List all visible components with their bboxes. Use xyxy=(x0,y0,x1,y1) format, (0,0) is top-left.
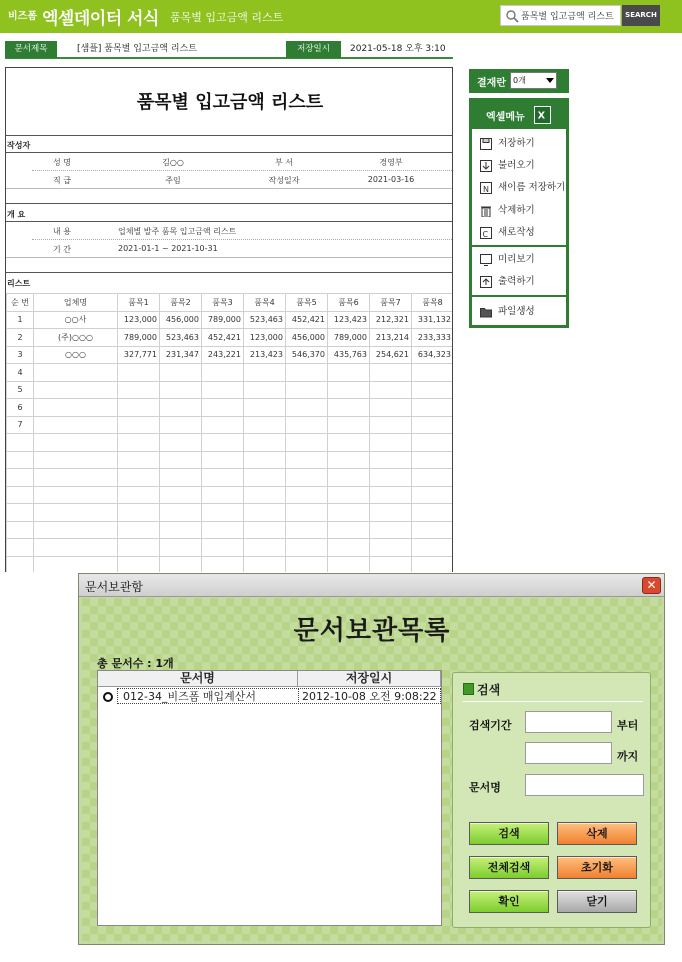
table-cell xyxy=(412,539,454,557)
table-header-cell: 품목6 xyxy=(328,294,370,312)
table-cell: 213,423 xyxy=(244,346,286,364)
table-cell: (주)○○○ xyxy=(34,329,118,347)
table-cell xyxy=(328,556,370,572)
docname-input[interactable] xyxy=(525,774,644,796)
table-cell xyxy=(118,486,160,504)
table-cell: 523,463 xyxy=(160,329,202,347)
period-label: 검색기간 xyxy=(469,719,512,732)
item-amount-table xyxy=(6,293,453,572)
table-cell xyxy=(286,399,328,417)
menu-print[interactable] xyxy=(478,272,566,292)
divider xyxy=(6,257,453,258)
table-cell xyxy=(244,399,286,417)
arrow-icon xyxy=(463,683,474,695)
table-cell xyxy=(412,364,454,382)
table-cell xyxy=(202,434,244,452)
table-cell xyxy=(118,381,160,399)
table-cell xyxy=(202,504,244,522)
save-as-icon xyxy=(480,182,492,194)
table-cell xyxy=(412,486,454,504)
table-cell xyxy=(160,451,202,469)
table-cell xyxy=(160,521,202,539)
table-cell xyxy=(412,556,454,572)
top-bar xyxy=(0,0,682,33)
table-cell xyxy=(370,416,412,434)
divider xyxy=(6,221,453,222)
rank-label: 직 급 xyxy=(53,176,71,185)
approval-count-select[interactable] xyxy=(510,72,557,89)
table-cell xyxy=(118,539,160,557)
table-cell xyxy=(328,364,370,382)
table-cell: 231,347 xyxy=(160,346,202,364)
table-cell xyxy=(370,469,412,487)
table-header-cell: 품목1 xyxy=(118,294,160,312)
delete-button[interactable]: 삭제 xyxy=(557,822,637,845)
table-cell xyxy=(412,504,454,522)
table-cell xyxy=(370,504,412,522)
table-cell: ○○사 xyxy=(34,311,118,329)
table-cell xyxy=(34,556,118,572)
list-item[interactable] xyxy=(98,688,441,705)
table-row xyxy=(7,521,454,539)
table-cell xyxy=(370,539,412,557)
table-cell xyxy=(244,556,286,572)
table-cell xyxy=(118,521,160,539)
table-cell xyxy=(328,399,370,417)
table-cell xyxy=(34,381,118,399)
dialog-title-bar[interactable] xyxy=(79,574,664,597)
document-info-bar xyxy=(5,41,453,59)
table-cell xyxy=(202,451,244,469)
saved-at-label: 저장일시 xyxy=(286,41,341,58)
table-cell: 233,333 xyxy=(412,329,454,347)
svg-text:N: N xyxy=(483,185,489,194)
table-cell: 456,000 xyxy=(160,311,202,329)
table-cell xyxy=(160,364,202,382)
page-subtitle: 품목별 입고금액 리스트 xyxy=(170,11,284,24)
search-panel-title-text: 검색 xyxy=(477,683,501,697)
table-header-cell: 품목3 xyxy=(202,294,244,312)
table-row xyxy=(7,381,454,399)
table-row xyxy=(7,311,454,329)
table-header-cell: 품목2 xyxy=(160,294,202,312)
table-cell xyxy=(286,469,328,487)
name-label: 성 명 xyxy=(53,158,71,167)
table-cell xyxy=(244,504,286,522)
table-cell xyxy=(328,521,370,539)
table-cell xyxy=(286,434,328,452)
load-icon xyxy=(480,160,492,172)
table-cell xyxy=(34,416,118,434)
table-header-cell: 업체명 xyxy=(34,294,118,312)
spreadsheet xyxy=(5,67,453,572)
table-cell xyxy=(328,504,370,522)
content-label: 내 용 xyxy=(53,227,71,236)
table-row xyxy=(7,416,454,434)
table-cell: 452,421 xyxy=(286,311,328,329)
table-cell xyxy=(286,556,328,572)
table-cell xyxy=(244,486,286,504)
table-cell: 4 xyxy=(7,364,34,382)
table-cell xyxy=(160,556,202,572)
table-cell xyxy=(7,434,34,452)
svg-text:C: C xyxy=(482,230,489,239)
table-cell xyxy=(34,434,118,452)
dept-value: 경영부 xyxy=(379,158,403,167)
table-cell xyxy=(202,399,244,417)
table-row xyxy=(7,539,454,557)
menu-load[interactable] xyxy=(478,156,566,176)
table-cell: 1 xyxy=(7,311,34,329)
table-cell: 452,421 xyxy=(202,329,244,347)
table-cell xyxy=(34,539,118,557)
table-cell xyxy=(244,451,286,469)
table-cell: 789,000 xyxy=(328,329,370,347)
divider xyxy=(6,203,453,204)
table-cell xyxy=(244,364,286,382)
approval-selector xyxy=(469,69,569,93)
folder-icon xyxy=(480,306,492,318)
table-cell: 327,771 xyxy=(118,346,160,364)
table-cell xyxy=(7,451,34,469)
excel-menu xyxy=(469,98,569,328)
dialog-heading: 문서보관목록 xyxy=(293,616,451,646)
divider xyxy=(472,245,566,247)
table-row xyxy=(7,556,454,572)
overview-section-label: 개 요 xyxy=(7,210,26,219)
name-value: 김○○ xyxy=(162,158,184,167)
table-cell xyxy=(118,434,160,452)
table-cell xyxy=(412,434,454,452)
table-cell xyxy=(370,381,412,399)
table-cell xyxy=(412,416,454,434)
table-cell xyxy=(160,434,202,452)
table-cell xyxy=(34,451,118,469)
approval-label: 결재란 xyxy=(477,78,506,89)
table-header-cell: 품목4 xyxy=(244,294,286,312)
table-cell xyxy=(370,399,412,417)
table-cell xyxy=(118,399,160,417)
table-cell xyxy=(370,364,412,382)
period-to-input[interactable] xyxy=(525,742,612,764)
menu-create-file-label: 파일생성 xyxy=(498,306,535,317)
menu-save[interactable] xyxy=(478,134,566,154)
table-cell xyxy=(118,469,160,487)
table-row xyxy=(7,486,454,504)
table-header-cell: 순 번 xyxy=(7,294,34,312)
divider xyxy=(6,152,453,153)
menu-delete-label: 삭제하기 xyxy=(498,205,535,216)
approval-count-value: 0개 xyxy=(513,76,526,85)
table-cell xyxy=(412,381,454,399)
period-label: 기 간 xyxy=(53,245,71,254)
table-cell xyxy=(202,539,244,557)
table-cell xyxy=(160,539,202,557)
table-cell: 789,000 xyxy=(118,329,160,347)
menu-save-as-label: 새이름 저장하기 xyxy=(498,182,566,193)
table-cell xyxy=(34,521,118,539)
table-cell: 5 xyxy=(7,381,34,399)
date-value: 2021-03-16 xyxy=(367,175,415,184)
menu-save-label: 저장하기 xyxy=(498,138,535,149)
table-cell xyxy=(34,399,118,417)
table-cell xyxy=(412,399,454,417)
table-cell xyxy=(370,486,412,504)
table-cell xyxy=(370,434,412,452)
table-cell: 254,621 xyxy=(370,346,412,364)
table-row xyxy=(7,504,454,522)
table-cell xyxy=(7,504,34,522)
table-cell: 212,321 xyxy=(370,311,412,329)
sheet-title: 품목별 입고금액 리스트 xyxy=(136,92,324,113)
table-cell xyxy=(160,416,202,434)
table-cell xyxy=(286,539,328,557)
document-list xyxy=(97,670,442,926)
table-cell: 546,370 xyxy=(286,346,328,364)
table-cell xyxy=(328,381,370,399)
column-header-date[interactable]: 저장일시 xyxy=(298,671,441,687)
table-row xyxy=(7,469,454,487)
table-cell xyxy=(202,521,244,539)
table-cell xyxy=(7,539,34,557)
table-cell xyxy=(244,469,286,487)
author-section-label: 작성자 xyxy=(7,141,31,150)
list-section-label: 리스트 xyxy=(7,279,31,288)
doc-title-value: [샘플] 품목별 입고금액 리스트 xyxy=(77,44,197,54)
dialog-body xyxy=(82,598,662,941)
table-cell: 523,463 xyxy=(244,311,286,329)
table-cell xyxy=(328,486,370,504)
reset-button[interactable]: 초기화 xyxy=(557,856,637,879)
divider xyxy=(6,272,453,273)
svg-text:X: X xyxy=(537,110,546,122)
search-panel xyxy=(452,672,651,928)
preview-icon xyxy=(480,254,492,266)
print-icon xyxy=(480,276,492,288)
divider xyxy=(6,188,453,189)
table-cell xyxy=(370,521,412,539)
table-cell xyxy=(118,504,160,522)
table-cell xyxy=(244,521,286,539)
table-row xyxy=(7,399,454,417)
table-cell xyxy=(412,451,454,469)
search-all-button[interactable]: 전체검색 xyxy=(469,856,549,879)
menu-print-label: 출력하기 xyxy=(498,276,535,287)
table-cell xyxy=(286,364,328,382)
table-cell: 435,763 xyxy=(328,346,370,364)
table-cell xyxy=(412,521,454,539)
excel-menu-header xyxy=(472,101,566,129)
table-cell xyxy=(328,469,370,487)
table-cell: 123,423 xyxy=(328,311,370,329)
table-cell xyxy=(202,556,244,572)
table-row xyxy=(7,364,454,382)
divider xyxy=(472,295,566,297)
table-cell xyxy=(7,556,34,572)
dialog-close-button[interactable]: 닫기 xyxy=(557,890,637,913)
to-label: 까지 xyxy=(617,750,639,763)
table-cell xyxy=(118,364,160,382)
table-cell xyxy=(286,451,328,469)
table-cell xyxy=(118,556,160,572)
search-panel-title xyxy=(463,681,500,698)
table-cell xyxy=(34,364,118,382)
menu-preview-label: 미리보기 xyxy=(498,254,535,265)
document-archive-dialog xyxy=(78,573,665,945)
table-header-cell: 품목5 xyxy=(286,294,328,312)
saved-at-value: 2021-05-18 오후 3:10 xyxy=(350,44,446,54)
doc-date-cell: 2012-10-08 오전 9:08:22 xyxy=(298,688,441,704)
table-cell xyxy=(328,434,370,452)
save-icon xyxy=(480,138,492,150)
brand-logo-small: 비즈폼 xyxy=(8,11,37,22)
table-cell xyxy=(160,486,202,504)
column-header-name[interactable]: 문서명 xyxy=(98,671,298,687)
table-cell xyxy=(244,381,286,399)
table-cell xyxy=(328,416,370,434)
table-row xyxy=(7,329,454,347)
close-button[interactable] xyxy=(642,577,661,594)
table-cell xyxy=(286,381,328,399)
table-cell xyxy=(34,486,118,504)
table-cell: 789,000 xyxy=(202,311,244,329)
trash-icon xyxy=(480,205,492,217)
table-cell xyxy=(34,504,118,522)
table-row xyxy=(7,451,454,469)
docname-label: 문서명 xyxy=(469,781,501,794)
search-box[interactable] xyxy=(500,5,621,26)
table-cell xyxy=(118,451,160,469)
ok-button[interactable]: 확인 xyxy=(469,890,549,913)
new-doc-icon xyxy=(480,227,492,239)
period-from-input[interactable] xyxy=(525,711,612,733)
brand-title: 엑셀데이터 서식 xyxy=(42,9,159,29)
table-cell xyxy=(160,381,202,399)
doc-name-cell: 012-34_비즈폼 매입계산서 xyxy=(117,688,299,704)
table-cell xyxy=(7,521,34,539)
search-input[interactable] xyxy=(521,8,619,23)
table-cell xyxy=(202,486,244,504)
table-cell xyxy=(202,469,244,487)
table-cell xyxy=(34,469,118,487)
search-button[interactable]: 검색 xyxy=(469,822,549,845)
table-cell: 123,000 xyxy=(244,329,286,347)
table-cell: 6 xyxy=(7,399,34,417)
table-cell xyxy=(412,469,454,487)
document-count: 총 문서수 : 1개 xyxy=(97,657,174,670)
dept-label: 부 서 xyxy=(275,158,293,167)
divider xyxy=(463,701,643,702)
table-row xyxy=(7,434,454,452)
excel-menu-title: 엑셀메뉴 xyxy=(486,112,525,123)
excel-icon xyxy=(534,106,551,124)
table-cell: 3 xyxy=(7,346,34,364)
table-cell: 243,221 xyxy=(202,346,244,364)
table-cell xyxy=(244,539,286,557)
table-cell xyxy=(202,364,244,382)
table-cell: 213,214 xyxy=(370,329,412,347)
table-cell: ○○○ xyxy=(34,346,118,364)
divider xyxy=(32,239,452,240)
doc-title-label: 문서제목 xyxy=(5,41,57,58)
table-cell xyxy=(160,504,202,522)
table-cell xyxy=(160,399,202,417)
table-cell xyxy=(244,416,286,434)
table-cell xyxy=(286,416,328,434)
table-cell xyxy=(7,469,34,487)
menu-new[interactable] xyxy=(478,223,566,243)
divider xyxy=(6,135,453,136)
table-cell xyxy=(328,451,370,469)
table-cell xyxy=(370,556,412,572)
table-cell: 634,323 xyxy=(412,346,454,364)
table-cell xyxy=(202,416,244,434)
table-cell xyxy=(286,521,328,539)
table-header-cell: 품목8 xyxy=(412,294,454,312)
dialog-window-title: 문서보관함 xyxy=(85,580,143,594)
table-cell xyxy=(244,434,286,452)
date-label: 작성일자 xyxy=(268,176,300,185)
search-icon xyxy=(505,9,519,23)
table-cell: 2 xyxy=(7,329,34,347)
menu-save-as[interactable] xyxy=(478,178,566,198)
menu-delete[interactable] xyxy=(478,201,566,221)
table-cell xyxy=(7,486,34,504)
row-radio[interactable] xyxy=(103,692,113,702)
from-label: 부터 xyxy=(617,719,639,732)
table-cell xyxy=(370,451,412,469)
menu-new-label: 새로작성 xyxy=(498,227,535,238)
table-row xyxy=(7,346,454,364)
divider xyxy=(32,170,452,171)
menu-load-label: 불러오기 xyxy=(498,160,535,171)
content-value: 업체별 발주 품목 입고금액 리스트 xyxy=(118,227,237,236)
chevron-down-icon xyxy=(546,78,554,83)
period-value: 2021-01-1 ~ 2021-10-31 xyxy=(118,244,218,253)
table-cell: 123,000 xyxy=(118,311,160,329)
table-cell xyxy=(118,416,160,434)
table-cell xyxy=(202,381,244,399)
table-cell: 331,132 xyxy=(412,311,454,329)
menu-preview[interactable] xyxy=(478,250,566,270)
close-icon: ✕ xyxy=(646,578,657,592)
menu-create-file[interactable] xyxy=(478,302,566,322)
table-cell xyxy=(328,539,370,557)
search-button[interactable]: SEARCH xyxy=(622,5,660,26)
table-cell xyxy=(286,486,328,504)
table-cell xyxy=(160,469,202,487)
table-cell: 456,000 xyxy=(286,329,328,347)
table-header-cell: 품목7 xyxy=(370,294,412,312)
rank-value: 주임 xyxy=(165,176,181,185)
table-cell xyxy=(286,504,328,522)
table-cell: 7 xyxy=(7,416,34,434)
